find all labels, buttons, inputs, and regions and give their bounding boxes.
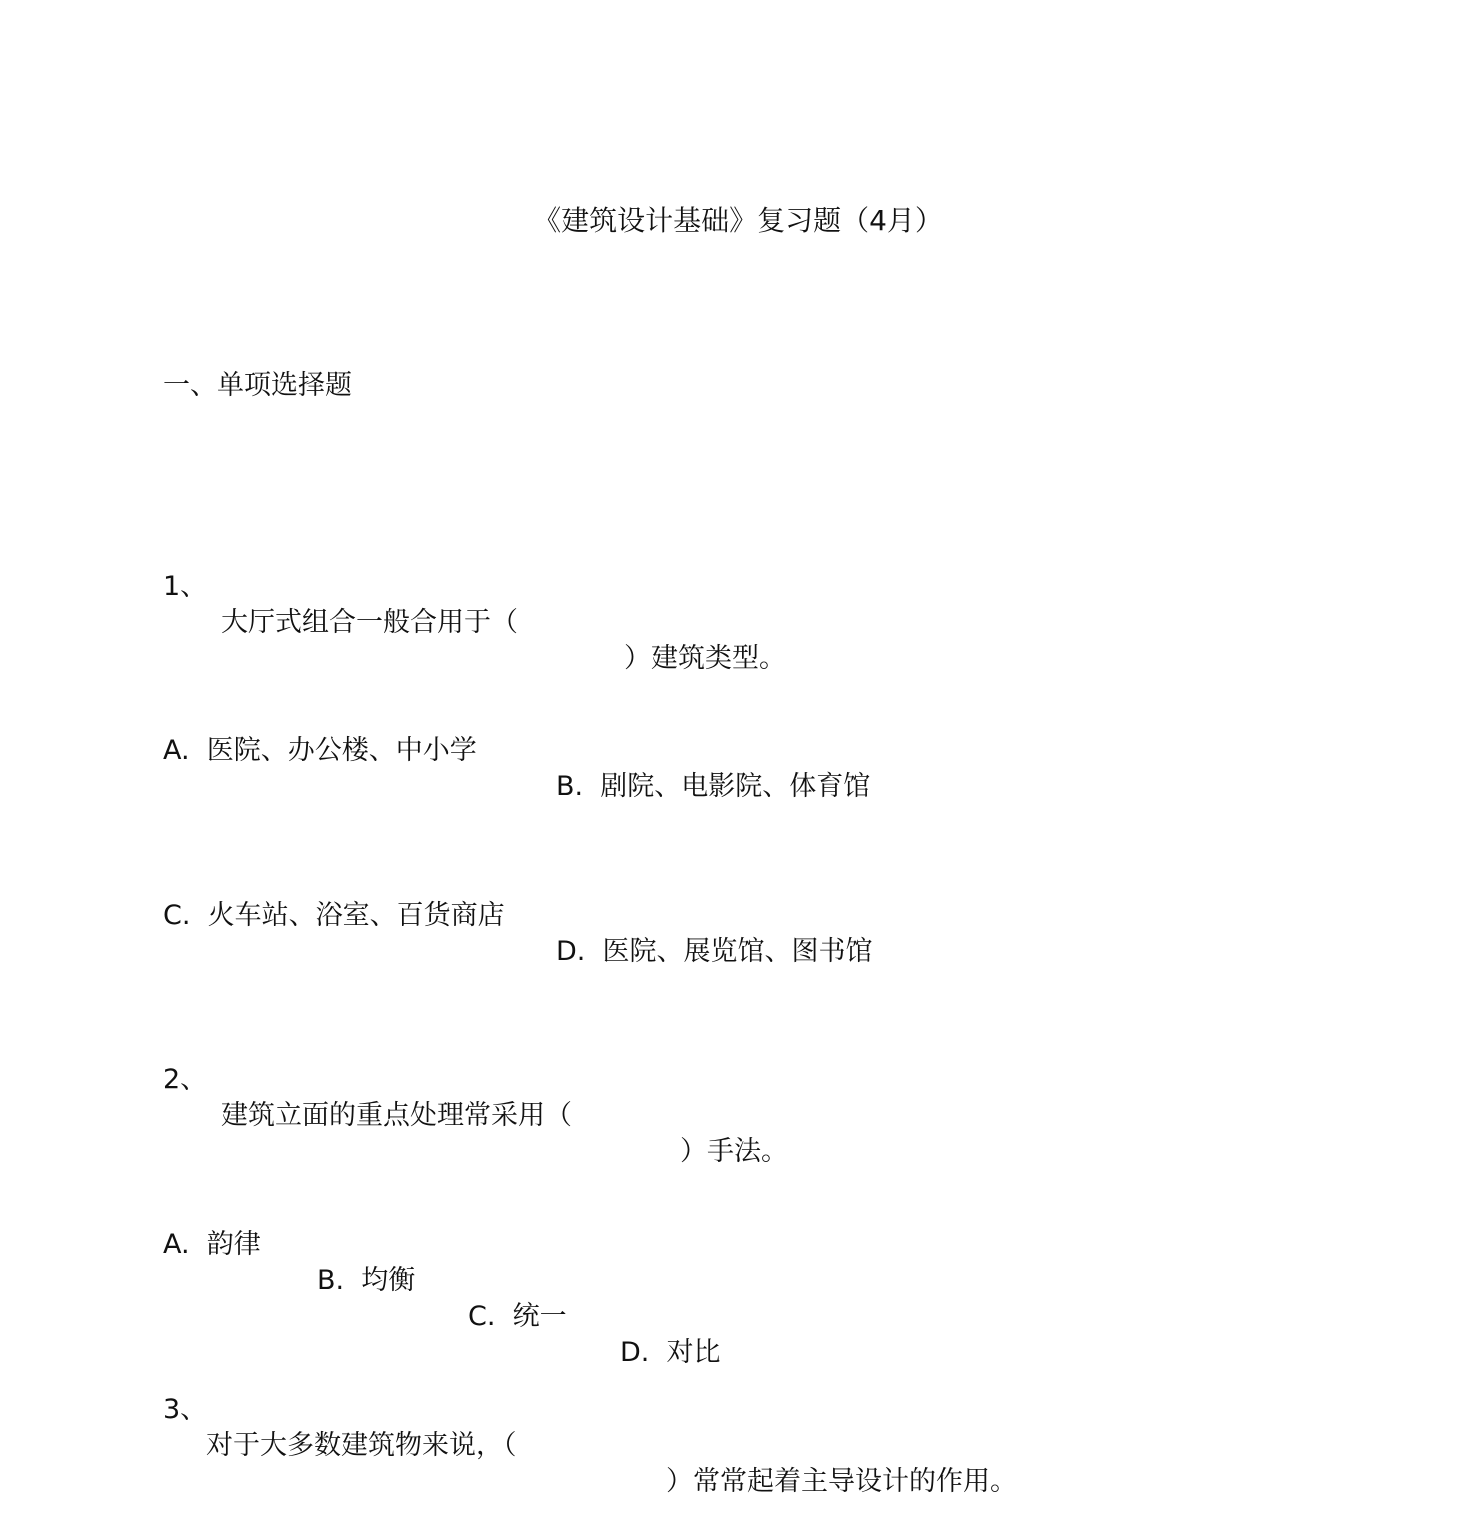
question-1-stem-after: ）建筑类型。 — [624, 643, 786, 674]
question-2-stem-after: ）手法。 — [680, 1136, 788, 1167]
question-1-stem-before: 大厅式组合一般合用于（ — [221, 607, 518, 638]
question-1-number: 1、 — [163, 571, 208, 602]
question-2-option-c: C. 统一 — [468, 1301, 567, 1332]
section-heading: 一、单项选择题 — [163, 370, 352, 401]
question-3-stem-after: ）常常起着主导设计的作用。 — [666, 1466, 1017, 1497]
question-1-option-d: D. 医院、展览馆、图书馆 — [556, 936, 873, 967]
question-2-option-a: A. 韵律 — [163, 1229, 261, 1260]
question-1 — [0, 533, 1476, 674]
question-2-option-b: B. 均衡 — [317, 1265, 416, 1296]
question-1-option-c: C. 火车站、浴室、百货商店 — [163, 900, 505, 931]
question-1-options-row-1 — [0, 697, 1476, 802]
question-3 — [0, 1356, 1476, 1497]
document-title: 《建筑设计基础》复习题（4月） — [533, 204, 943, 237]
question-2-number: 2、 — [163, 1064, 208, 1095]
question-3-number: 3、 — [163, 1394, 208, 1425]
question-2-options — [0, 1191, 1476, 1368]
question-1-options-row-2 — [0, 862, 1476, 967]
question-1-option-b: B. 剧院、电影院、体育馆 — [556, 771, 871, 802]
question-2-stem-before: 建筑立面的重点处理常采用（ — [221, 1100, 572, 1131]
question-2-option-d: D. 对比 — [620, 1337, 721, 1368]
question-3-stem-before: 对于大多数建筑物来说，（ — [206, 1430, 517, 1461]
question-1-option-a: A. 医院、办公楼、中小学 — [163, 735, 477, 766]
question-2 — [0, 1026, 1476, 1167]
